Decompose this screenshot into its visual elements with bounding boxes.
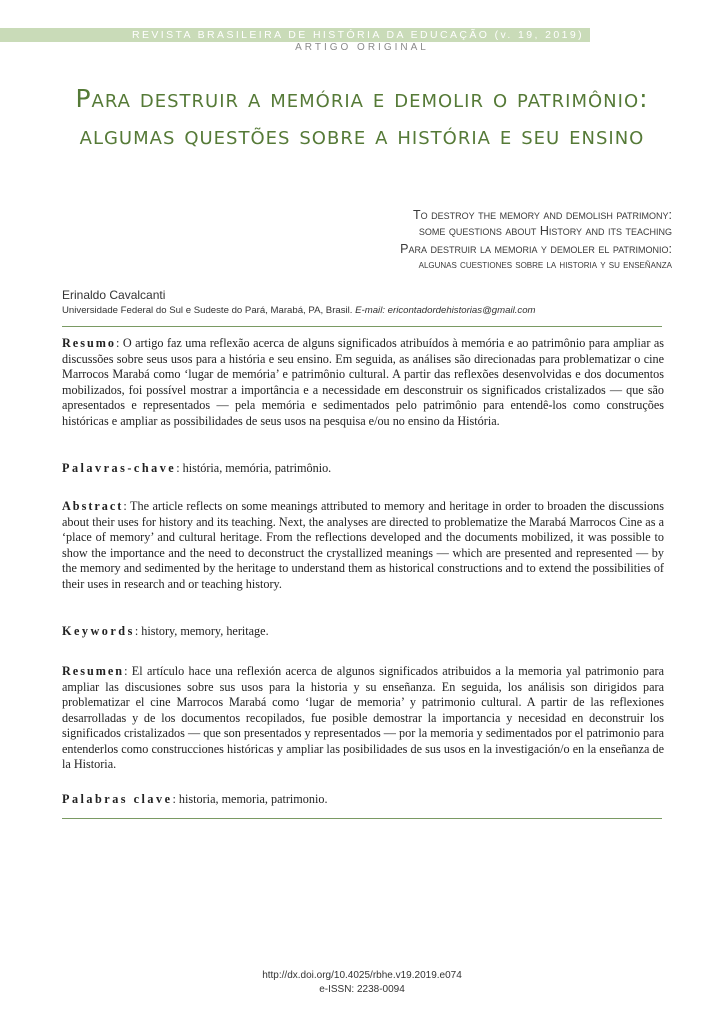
journal-name: REVISTA BRASILEIRA DE HISTÓRIA DA EDUCAÇÃO (v. 19, 2019) xyxy=(131,29,584,41)
abstract-keywords-label: Keywords xyxy=(62,624,135,638)
resumen-paragraph xyxy=(62,664,664,773)
english-title-line-1: To destroy the memory and demolish patrimony: xyxy=(413,208,672,222)
affiliation-text: Universidade Federal do Sul e Sudeste do Pará, Marabá, PA, Brasil. xyxy=(62,305,353,316)
resumo-keywords xyxy=(62,461,664,476)
email-link[interactable]: ericontadordehistorias@gmail.com xyxy=(387,305,536,316)
abstract-label: Abstract xyxy=(62,499,124,513)
abstract-text: : The article reflects on some meanings attributed to memory and heritage in order to broaden the discussions about their uses for history and its teaching. Next, the analyses are directed to problematize the Marabá Marrocos Cine as a ‘place of memory’ and cultural heritage. From the reflections developed and the documents mobilized, it was possible to show the importance and the need to deconstruct the crystallized meanings — which are presented and represented — by the memory and sedimented by the heritage to understand them as historical constructions and to extend the possibilities of their uses in research and or teaching history. xyxy=(62,499,664,591)
abstract-paragraph xyxy=(62,499,664,592)
english-title-line-2: some questions about History and its teaching xyxy=(418,224,672,238)
resumen-label: Resumen xyxy=(62,664,125,678)
spanish-title-line-2: algunas cuestiones sobre la historia y su enseñanza xyxy=(418,259,672,271)
resumen-keywords xyxy=(62,792,664,807)
author-name: Erinaldo Cavalcanti xyxy=(62,288,166,302)
resumen-text: : El artículo hace una reflexión acerca de algunos significados atribuidos a la memoria yal patrimonio para ampliar las discusiones sobre sus usos para la historia y su enseñanza. En seguida, los análisis son dirigidos para problematizar el cine Marrocos Marabá como ‘lugar de memoria’ y patrimonio cultural. A partir de las reflexiones desarrolladas y de los documentos recopilados, fue posible demostrar la importancia y necesidad en deconstruir los significados cristalizados — que son presentados y representados — por la memoria y sedimentados por el patrimonio para entenderlos como construcciones históricas y ampliar las posibilidades de sus usos en la investigación/o en la enseñanza de la Historia. xyxy=(62,664,664,771)
divider-top xyxy=(62,326,662,327)
author-affiliation xyxy=(62,305,536,316)
issn-text: e-ISSN: 2238-0094 xyxy=(319,984,405,995)
section-label: ARTIGO ORIGINAL xyxy=(295,42,429,53)
doi-link[interactable]: http://dx.doi.org/10.4025/rbhe.v19.2019.e074 xyxy=(262,970,462,981)
resumen-keywords-text: : historia, memoria, patrimonio. xyxy=(172,792,328,806)
resumen-keywords-label: Palabras clave xyxy=(62,792,173,806)
divider-bottom xyxy=(62,818,662,819)
abstract-keywords xyxy=(62,624,664,639)
email-label: E-mail: xyxy=(355,305,385,316)
resumo-label: Resumo xyxy=(62,336,116,350)
resumo-keywords-text: : história, memória, patrimônio. xyxy=(176,461,332,475)
resumo-paragraph xyxy=(62,336,664,429)
abstract-keywords-text: : history, memory, heritage. xyxy=(134,624,269,638)
spanish-title-line-1: Para destruir la memoria y demoler el patrimonio: xyxy=(400,242,672,256)
resumo-text: : O artigo faz uma reflexão acerca de alguns significados atribuídos à memória e ao patrimônio para ampliar as discussões sobre seus usos para a história e seu ensino. Em seguida, as análises são direcionadas para problematizar o cine Marrocos Marabá como ‘lugar de memória’ e patrimônio cultural. A partir das reflexões desenvolvidas e dos documentos mobilizados, foi possível mostrar a importância e a necessidade em desconstruir os significados cristalizados — que são apresentados e representados — pela memória e sedimentados pelo patrimônio para entendê-los como construções históricas e ampliar as possibilidades de seus usos na pesquisa e/ou no ensino da História. xyxy=(62,336,664,428)
article-title: Para destruir a memória e demolir o patrimônio: algumas questões sobre a história e seu ensino xyxy=(75,84,649,150)
resumo-keywords-label: Palavras-chave xyxy=(62,461,177,475)
